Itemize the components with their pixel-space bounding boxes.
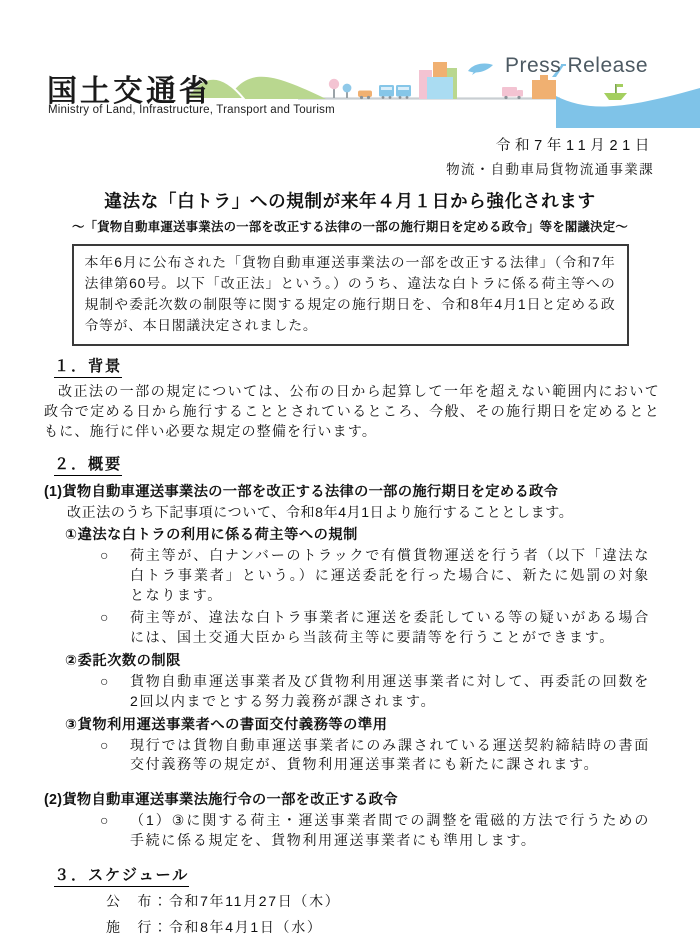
section-background: [44, 355, 660, 442]
item-3-heading: ③貨物利用運送事業者への書面交付義務等の準用: [65, 716, 388, 733]
bullet-item: [100, 672, 650, 712]
circle-bullet-marker: ○: [100, 609, 111, 625]
schedule-enforcement: 施 行：令和8年4月1日（水）: [106, 918, 323, 935]
circle-bullet-marker: ○: [100, 812, 111, 829]
page-subtitle: ～「貨物自動車運送事業法の一部を改正する法律の一部の施行期日を定める政令」等を閣議決定～: [71, 220, 629, 234]
bullet-item: [100, 736, 650, 776]
section-1-paragraph: 改正法の一部の規定については、公布の日から起算して一年を超えない範囲内において政令で定める日から施行することとされているところ、今般、その施行期日を定めるとともに、施行に伴い必要な規定の整備を行います。: [44, 382, 660, 439]
bullet-text: 荷主等が、白ナンバーのトラックで有償貨物運送を行う者（以下「違法な白トラ事業者」という。）に運送委託を行った場合に、新たに処罰の対象となります。: [130, 547, 650, 604]
item-2-heading: ②委託次数の制限: [65, 652, 181, 669]
train-icon: [379, 85, 411, 99]
meta-block: [0, 134, 700, 178]
airplane-icon: [468, 63, 493, 75]
bullet-item: [100, 608, 650, 648]
bullet-item: [100, 811, 650, 851]
section-3-heading: ３．スケジュール: [54, 864, 189, 887]
subsection-2-heading: (2)貨物自動車運送事業法施行令の一部を改正する政令: [44, 792, 398, 809]
issuing-department: 物流・自動車局貨物流通事業課: [446, 162, 654, 177]
mlit-logo-subtitle: Ministry of Land, Infrastructure, Transport and Tourism: [48, 104, 335, 116]
bullet-text: （1）③に関する荷主・運送事業者間での調整を電磁的方法で行うための手続に係る規定を、貨物利用運送事業者にも準用します。: [130, 812, 650, 849]
mlit-logo: 国土交通省: [47, 75, 212, 108]
bullet-text: 荷主等が、違法な白トラ事業者に運送を委託している等の疑いがある場合には、国土交通大臣から当該荷主等に要請等を行うことができます。: [130, 609, 650, 645]
section-schedule: [44, 864, 660, 938]
section-overview: [44, 453, 660, 852]
circle-bullet-marker: ○: [100, 672, 111, 689]
item-1-heading: ①違法な白トラの利用に係る荷主等への規制: [65, 527, 358, 544]
boat-icon: [604, 84, 627, 100]
wave-shape: [556, 88, 700, 128]
trees-icon: [329, 79, 352, 98]
bullet-item: [100, 546, 650, 606]
section-2-heading: ２．概要: [54, 453, 122, 476]
buildings-icon: [419, 62, 457, 99]
release-date: 令和7年11月21日: [495, 138, 654, 154]
summary-box: 本年6月に公布された「貨物自動車運送事業法の一部を改正する法律」（令和7年法律第60号。以下「改正法」という。）のうち、違法な白トラに係る荷主等への規制や委託次数の制限等に関する規定の施行期日を、令和8年4月1日と定める政令等が、本日閣議決定されました。: [72, 244, 629, 346]
circle-bullet-marker: ○: [100, 547, 111, 564]
subsection-1-intro: 改正法のうち下記事項について、令和8年4月1日より施行することとします。: [67, 503, 574, 520]
section-1-heading: １．背景: [54, 355, 122, 378]
subsection-1-heading: (1)貨物自動車運送事業法の一部を改正する法律の一部の施行期日を定める政令: [44, 483, 559, 500]
circle-bullet-marker: ○: [100, 736, 111, 753]
document-body: [0, 355, 700, 938]
header: [0, 0, 700, 132]
bullet-text: 貨物自動車運送事業者及び貨物利用運送事業者に対して、再委託の回数を2回以内までとする努力義務が課されます。: [130, 672, 650, 709]
truck-icon: [502, 87, 523, 99]
press-release-label: Press Release: [504, 54, 648, 77]
page-title: 違法な「白トラ」への規制が来年４月１日から強化されます: [104, 191, 596, 211]
bullet-text: 現行では貨物自動車運送事業者にのみ課されている運送契約締結時の書面交付義務等の規定が、貨物利用運送事業者にも新たに課されます。: [130, 736, 650, 773]
schedule-promulgation: 公 布：令和7年11月27日（木）: [106, 893, 341, 909]
